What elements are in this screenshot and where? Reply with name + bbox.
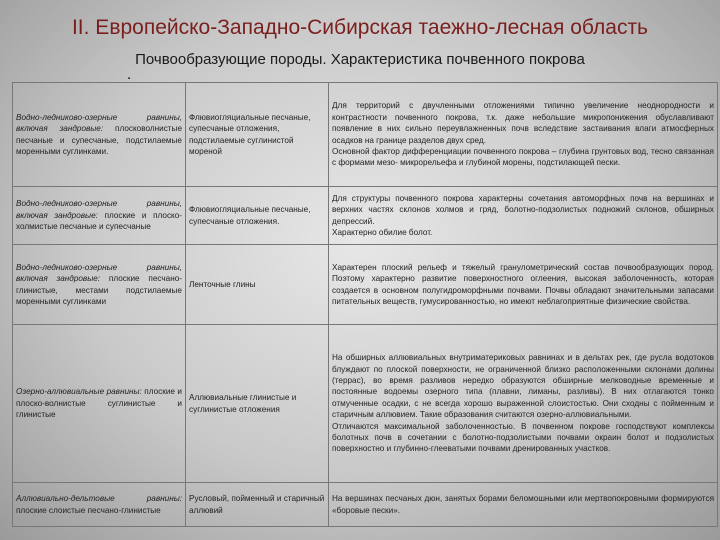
parent-rocks-cell: Флювиогляциальные песчаные, супесчаные отложения, подстилаемые суглинистой мореной: [186, 83, 329, 187]
plain-description: плоские песчано-глинистые, местами подстилаемые моренными суглинками: [16, 274, 182, 306]
soil-cover-paragraph: Для структуры почвенного покрова характерны сочетания автоморфных почв на вершинах и верхних частях склонов холмов и гряд, болотно-подзолистых подножий склонов, обширных депрессий.: [332, 193, 714, 226]
soil-table: [12, 82, 718, 527]
soil-cover-paragraph: На обширных аллювиальных внутриматериковых равнинах и в дельтах рек, где русла водотоков блуждают по плоской поверхности, не ограниченной близко расположенными склонами долины (террас), во время разливов нередко образуются обширные мелководные временные и постоянные водоемы озерного типа (плавни, лиманы, разливы). В них отлагаются тонко отмученные осадки, с не всегда хорошо выраженной слоистостью. Они сходны с пойменным и старичным аллювием. Такие образования считаются озерно-аллювиальными.: [332, 353, 714, 420]
table-row: [13, 245, 718, 325]
table-row: [13, 187, 718, 245]
table-row: [13, 325, 718, 483]
soil-cover-cell: [329, 83, 718, 187]
bullet-marker: .: [127, 66, 132, 83]
plain-type: Водно-ледниково-озерные равнины, включая зандровые:: [16, 262, 182, 284]
parent-rocks-cell: Аллювиальные глинистые и суглинистые отложения: [186, 325, 329, 483]
plain-description: плоские и плоско-волнистые суглинистые и глинистые: [16, 387, 182, 420]
plain-cell: [13, 245, 186, 325]
plain-cell: [13, 83, 186, 187]
plain-type: Аллювиально-дельтовые равнины:: [16, 494, 182, 504]
soil-cover-paragraph: Характерен плоский рельеф и тяжелый гранулометрический состав почвообразующих пород. Поэтому характерно развитие поверхностного оглеения, высокая заболоченность, которая создается в основном полугидроморфными почвами. Почвы обладают значительными запасами питательных веществ, гумусированностью, но имеют неблагоприятные физические свойства.: [332, 262, 714, 306]
table-row: [13, 83, 718, 187]
plain-type: Озерно-аллювиальные равнины:: [16, 387, 142, 397]
plain-cell: [13, 325, 186, 483]
parent-rocks-cell: Русловый, пойменный и старичный аллювий: [186, 483, 329, 527]
soil-cover-paragraph: На вершинах песчаных дюн, занятых борами беломошными или мертвопокровными формируются «боровые пески».: [332, 494, 714, 515]
plain-description: плосковолнистые песчаные и супесчаные, подстилаемые моренными суглинками.: [16, 124, 182, 156]
soil-cover-paragraph: Для территорий с двучленными отложениями типично увеличение неоднородности и контрастности почвенного покрова, т.к. даже небольшие микропонижения обуславливают появление в них сильно переувлажненных почв вследствие застаивания влаги атмосферных осадков на границе разделов двух сред.: [332, 101, 714, 145]
plain-cell: [13, 483, 186, 527]
page-subtitle: Почвообразующие породы. Характеристика почвенного покрова: [135, 51, 585, 68]
plain-description: плоские и плоско-холмистые песчаные и супесчаные: [16, 210, 182, 232]
plain-description: плоские слоистые песчано-глинистые: [16, 505, 161, 515]
soil-cover-cell: [329, 187, 718, 245]
plain-type: Водно-ледниково-озерные равнины, включая зандровые:: [16, 112, 182, 134]
table-row: [13, 483, 718, 527]
page-title: II. Европейско-Западно-Сибирская таежно-лесная область: [71, 16, 649, 39]
parent-rocks-cell: Флювиогляциальные песчаные, супесчаные отложения.: [186, 187, 329, 245]
soil-cover-cell: [329, 483, 718, 527]
soil-cover-paragraph: Характерно обилие болот.: [332, 227, 433, 237]
soil-cover-paragraph: Основной фактор дифференциации почвенного покрова – глубина грунтовых вод, тесно связанная с формами мезо- микрорельефа и глубиной морены, подстилающей пески.: [332, 146, 714, 168]
soil-cover-cell: [329, 325, 718, 483]
soil-cover-cell: [329, 245, 718, 325]
soil-cover-paragraph: Отличаются максимальной заболоченностью. В почвенном покрове господствуют комплексы болотных почв в сочетании с болотно-подзолистыми почвами окраин болот и подзолистых поверхностно и глубинно-глееватыми почвами дренированных участков.: [332, 421, 714, 454]
parent-rocks-cell: Ленточные глины: [186, 245, 329, 325]
plain-cell: [13, 187, 186, 245]
plain-type: Водно-ледниково-озерные равнины, включая зандровые:: [16, 199, 182, 220]
